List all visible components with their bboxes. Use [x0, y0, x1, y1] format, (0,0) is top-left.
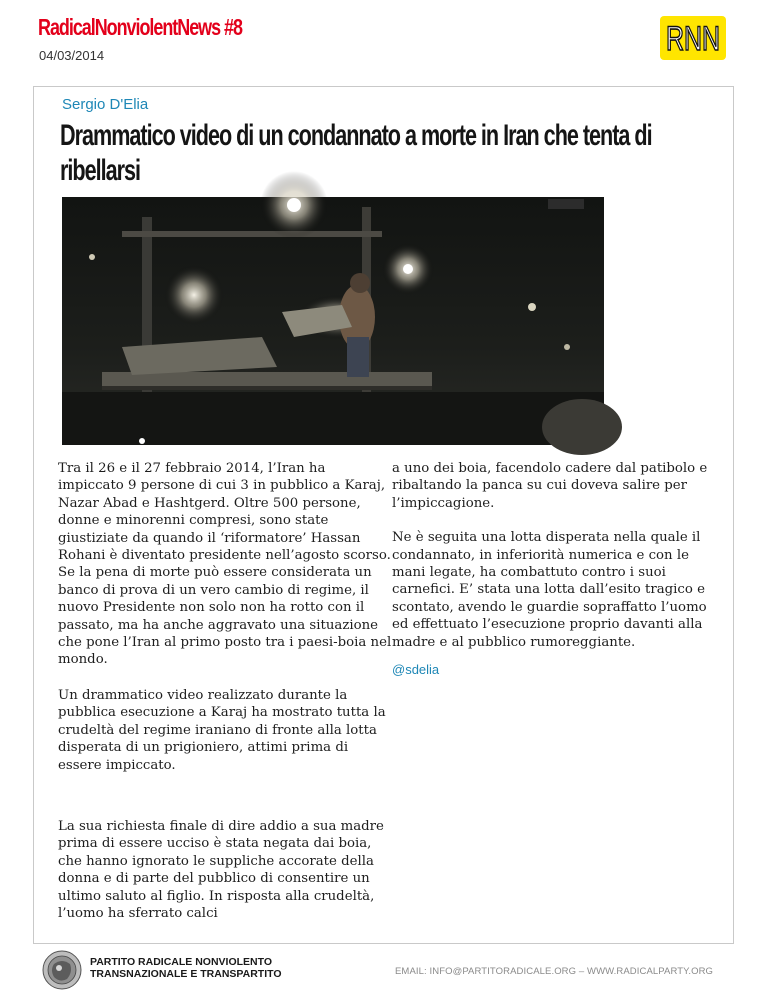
- article-column-right: [392, 460, 722, 679]
- issue-date: 04/03/2014: [39, 48, 105, 63]
- article-paragraph: a uno dei boia, facendolo cadere dal patibolo e ribaltando la panca su cui doveva salire per l’impiccagione.: [392, 461, 708, 511]
- logo-text: RNN: [666, 20, 720, 58]
- article-title: Drammatico video di un condannato a morte in Iran che tenta di ribellarsi: [60, 119, 652, 187]
- footer-org-line1: PARTITO RADICALE NONVIOLENTO: [90, 956, 273, 968]
- article-video-still: [62, 197, 604, 445]
- footer-organization: [90, 956, 282, 980]
- author-twitter-link[interactable]: @sdelia: [392, 662, 440, 678]
- masthead: RadicalNonviolentNews #8: [38, 14, 242, 40]
- article-column-left: [58, 460, 393, 922]
- article-author: Sergio D'Elia: [62, 96, 149, 113]
- article-paragraph: Ne è seguita una lotta disperata nella quale il condannato, in inferiorità numerica e con le mani legate, ha combattuto contro i suoi carnefici. E’ stata una lotta dall’esito tragico e scontato, avendo le guardie sopraffatto l’uomo ed effettuato l’esecuzione proprio davanti alla madre e al pubblico rumoreggiante.: [392, 530, 707, 650]
- footer-org-line2: TRANSNAZIONALE E TRANSPARTITO: [90, 968, 282, 980]
- article-paragraph: Tra il 26 e il 27 febbraio 2014, l’Iran ha impiccato 9 persone di cui 3 in pubblico a Karaj, Nazar Abad e Hashtgerd. Oltre 500 persone, donne e minorenni compresi, sono state giustiziate da quando il ‘riformatore’ Hassan Rohani è diventato presidente nell’agosto scorso. Se la pena di morte può essere considerata un banco di prova di un vero cambio di regime, il nuovo Presidente non solo non ha rotto con il passato, ma ha anche aggravato una situazione che pone l’Iran al primo posto tra i paesi-boia nel mondo.: [58, 461, 392, 668]
- article-paragraph: Un drammatico video realizzato durante la pubblica esecuzione a Karaj ha mostrato tutta la crudeltà del regime iraniano di fronte alla lotta disperata di un prigioniero, attimi prima di essere impiccato.: [58, 687, 386, 773]
- article-paragraph: La sua richiesta finale di dire addio a sua madre prima di essere ucciso è stata negata dai boia, che hanno ignorato le suppliche accorate della donna e di parte del pubblico di consentire un ultimo saluto al figlio. In risposta alla crudeltà, l’uomo ha sferrato calci: [58, 818, 384, 921]
- rnn-logo: [660, 16, 726, 60]
- footer-contact: EMAIL: INFO@PARTITORADICALE.ORG – WWW.RADICALPARTY.ORG: [395, 966, 714, 977]
- party-seal-icon: [42, 950, 82, 990]
